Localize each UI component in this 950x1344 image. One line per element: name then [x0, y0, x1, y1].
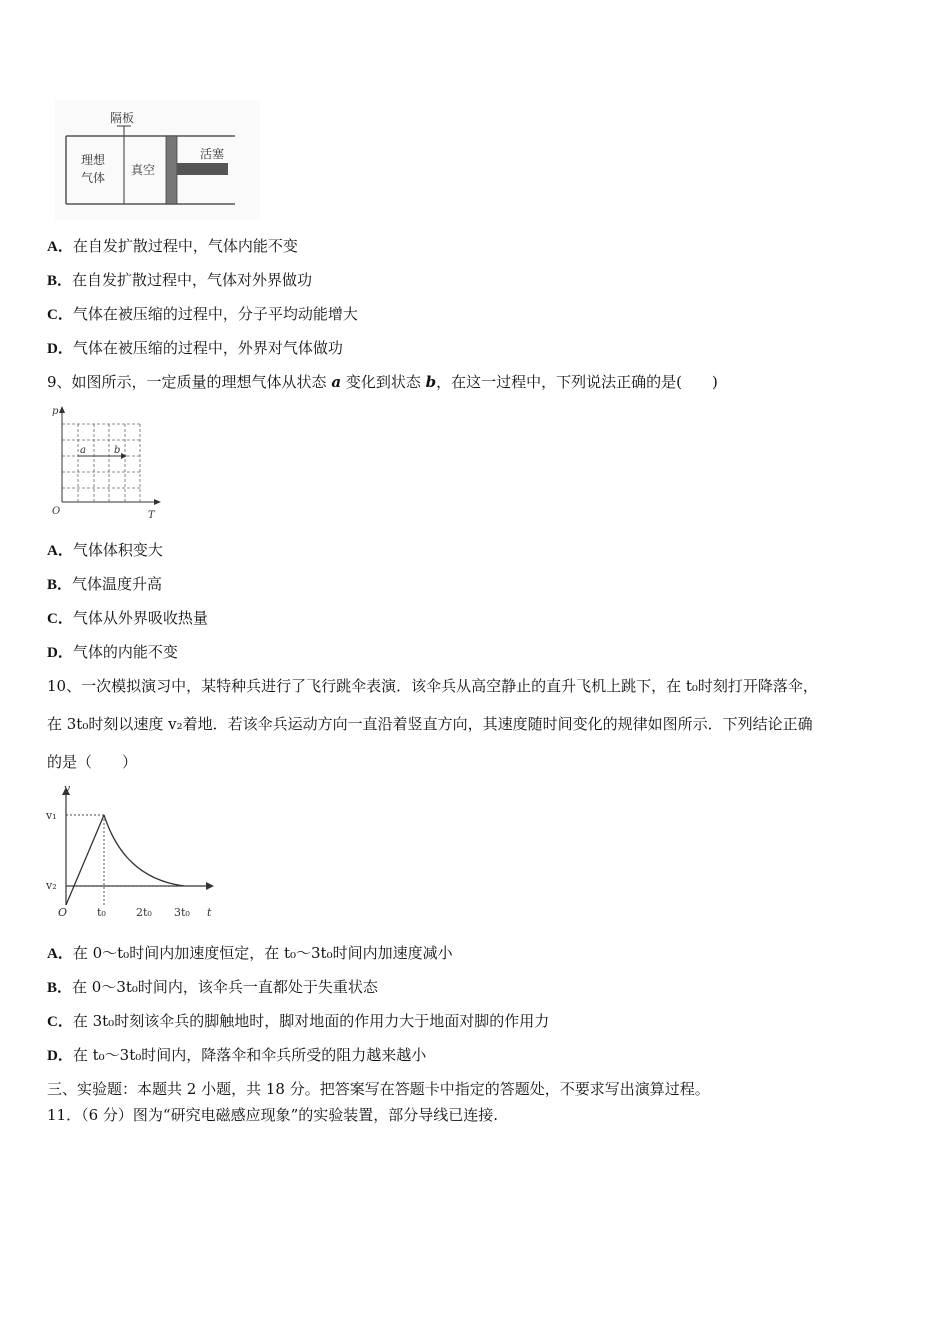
q9-stem: 9、如图所示，一定质量的理想气体从状态 a 变化到状态 b，在这一过程中，下列说法正确的是( ): [47, 373, 718, 391]
t-axis-label-q10: t: [207, 906, 212, 919]
q8-option-a: A．在自发扩散过程中，气体内能不变: [47, 237, 298, 255]
piston-plate: [166, 136, 177, 204]
q10-stem-line1: 10、一次模拟演习中，某特种兵进行了飞行跳伞表演．该伞兵从高空静止的直升飞机上跳下，在 t₀时刻打开降落伞，: [47, 677, 818, 695]
q10-vt-graph: [44, 782, 224, 922]
t2-label: 2t₀: [136, 906, 152, 919]
decel-curve: [104, 815, 184, 886]
accel-segment: [66, 815, 104, 905]
v2-label: v₂: [46, 879, 57, 892]
p-axis-label: p: [52, 406, 59, 417]
q8-option-c: C．气体在被压缩的过程中，分子平均动能增大: [47, 305, 358, 323]
v-axis-label: v: [64, 782, 71, 795]
piston-figure: [55, 100, 260, 220]
q9-option-c: C．气体从外界吸收热量: [47, 609, 208, 627]
origin-label-q10: O: [58, 906, 68, 919]
q9-option-b: B．气体温度升高: [47, 575, 163, 593]
piston-label: 活塞: [200, 147, 225, 161]
q9-option-a: A．气体体积变大: [47, 541, 163, 559]
origin-label: O: [52, 506, 61, 517]
q10-stem-line2: 在 3t₀时刻以速度 v₂着地．若该伞兵运动方向一直沿着竖直方向，其速度随时间变化的规律如图所示．下列结论正确: [47, 715, 813, 733]
q10-option-c: C．在 3t₀时刻该伞兵的脚触地时，脚对地面的作用力大于地面对脚的作用力: [47, 1012, 550, 1030]
v1-label: v₁: [46, 809, 57, 822]
vacuum-label: 真空: [131, 163, 156, 177]
section3-heading: 三、实验题：本题共 2 小题，共 18 分。把答案写在答题卡中指定的答题处，不要求写出演算过程。: [47, 1080, 710, 1098]
q10-option-a: A．在 0～t₀时间内加速度恒定，在 t₀～3t₀时间内加速度减小: [47, 944, 453, 962]
q10-option-b: B．在 0～3t₀时间内，该伞兵一直都处于失重状态: [47, 978, 378, 996]
q9-pt-graph: [48, 402, 163, 522]
q8-option-d: D．气体在被压缩的过程中，外界对气体做功: [47, 339, 343, 357]
gas-label-1: 理想: [81, 153, 106, 167]
t0-label: t₀: [97, 906, 106, 919]
q9-option-d: D．气体的内能不变: [47, 643, 178, 661]
point-a-label: a: [80, 445, 86, 456]
q11-stem: 11．（6 分）图为“研究电磁感应现象”的实验装置，部分导线已连接.: [47, 1106, 499, 1124]
point-b-label: b: [114, 445, 121, 456]
q10-option-d: D．在 t₀～3t₀时间内，降落伞和伞兵所受的阻力越来越小: [47, 1046, 427, 1064]
gas-label-2: 气体: [81, 171, 106, 185]
q10-stem-line3: 的是（ ）: [47, 753, 138, 771]
piston-rod: [177, 163, 228, 175]
q8-option-b: B．在自发扩散过程中，气体对外界做功: [47, 271, 313, 289]
partition-label: 隔板: [110, 111, 135, 125]
t-axis-label: T: [148, 510, 155, 521]
t3-label: 3t₀: [174, 906, 190, 919]
